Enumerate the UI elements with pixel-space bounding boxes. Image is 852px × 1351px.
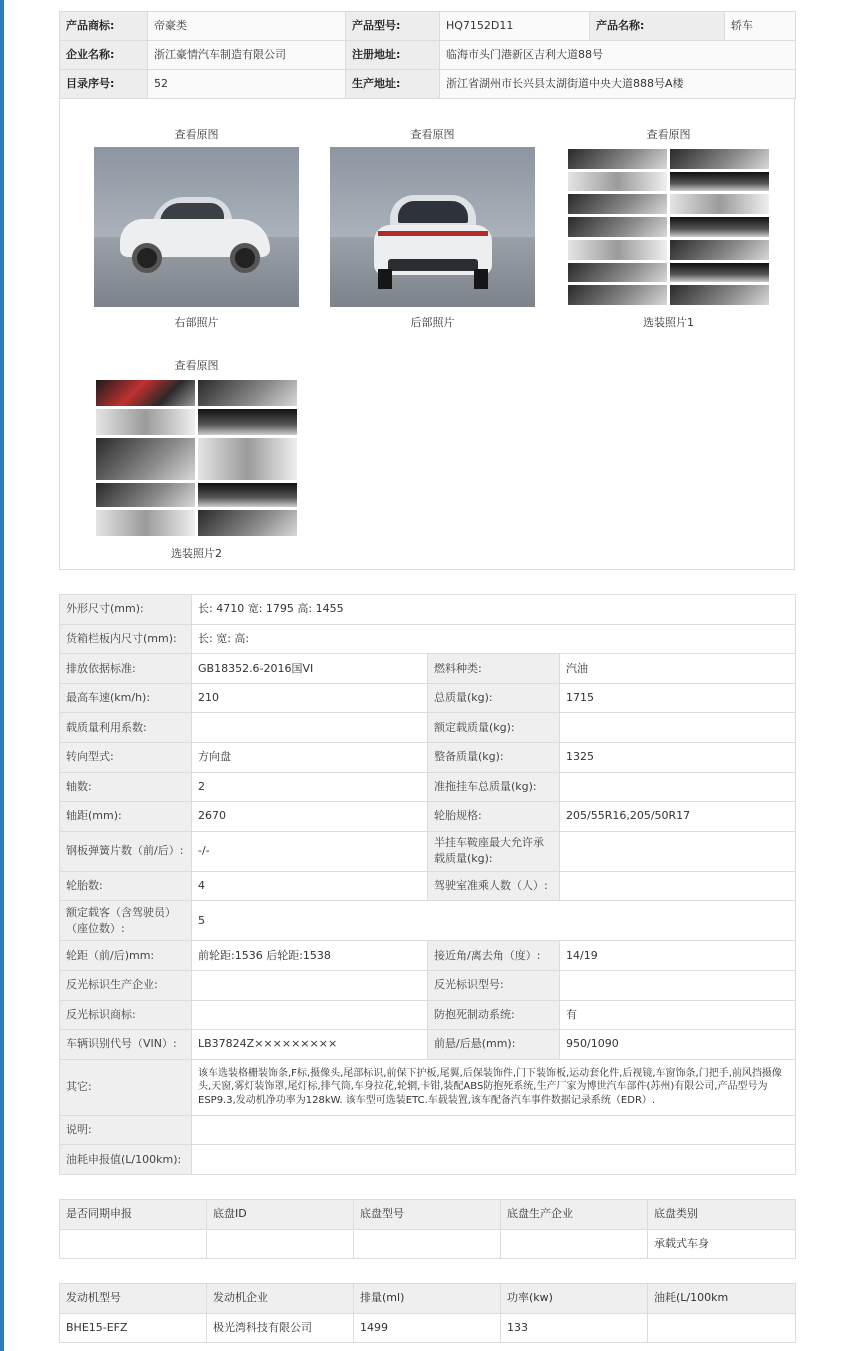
reflector-maker-value: [192, 970, 428, 1000]
load-util-value: [192, 713, 428, 743]
curb-mass-label: 整备质量(kg):: [428, 742, 560, 772]
fuel-label: 燃料种类:: [428, 654, 560, 684]
note-value: [192, 1115, 796, 1145]
reflector-brand-value: [192, 1000, 428, 1030]
spec-table: [59, 594, 796, 1175]
axles-value: 2: [192, 772, 428, 802]
table-row: [60, 772, 796, 802]
dims-label: 外形尺寸(mm):: [60, 595, 192, 625]
cargo-label: 货箱栏板内尺寸(mm):: [60, 624, 192, 654]
view-original-link[interactable]: 查看原图: [410, 128, 455, 141]
table-row: [60, 595, 796, 625]
table-row: [60, 1030, 796, 1060]
cab-capacity-value: [560, 871, 796, 901]
emission-label: 排放依据标准:: [60, 654, 192, 684]
reg-address-value: 临海市头门港新区吉利大道88号: [440, 41, 796, 70]
view-original-link[interactable]: 查看原图: [174, 128, 219, 141]
brand-label: 产品商标:: [60, 12, 148, 41]
photo-optional-2: [94, 358, 299, 562]
speed-label: 最高车速(km/h):: [60, 683, 192, 713]
other-value: 该车选装格栅装饰条,F标,摄像头,尾部标识,前保下护板,尾翼,后保装饰件,门下装饰板,运动套化件,后视镜,车窗饰条,门把手,前风挡摄像头,天窗,雾灯装饰罩,尾灯标,排气筒,车身拉花,轮辋,卡钳,装配ABS防抱死系统,生产厂家为博世汽车部件(苏州)有限公司,产品型号为ESP9.3,发动机净功率为128kW. 该车型可选装ETC.车载装置,该车配备汽车事件数据记录系统（EDR）.: [192, 1059, 796, 1115]
model-value: HQ7152D11: [440, 12, 590, 41]
table-row: [60, 1059, 796, 1115]
chassis-cell: [501, 1229, 648, 1259]
table-row: [60, 12, 796, 41]
chassis-cell: [207, 1229, 354, 1259]
rated-load-value: [560, 713, 796, 743]
table-header-row: [60, 1284, 796, 1314]
saddle-label: 半挂车鞍座最大允许承载质量(kg):: [428, 831, 560, 871]
rated-load-label: 额定载质量(kg):: [428, 713, 560, 743]
table-row: [60, 624, 796, 654]
consumption-label: 油耗申报值(L/100km):: [60, 1145, 192, 1175]
engine-header: 发动机型号: [60, 1284, 207, 1314]
rear-car-photo[interactable]: [330, 147, 535, 307]
steering-value: 方向盘: [192, 742, 428, 772]
fuel-value: 汽油: [560, 654, 796, 684]
optional-parts-collage-1[interactable]: [566, 147, 771, 307]
table-row: [60, 1145, 796, 1175]
vin-label: 车辆识别代号（VIN）:: [60, 1030, 192, 1060]
photo-caption: 右部照片: [174, 316, 219, 329]
table-row: [60, 1115, 796, 1145]
table-row: [60, 654, 796, 684]
table-row: [60, 1313, 796, 1343]
speed-value: 210: [192, 683, 428, 713]
load-util-label: 载质量利用系数:: [60, 713, 192, 743]
table-row: [60, 742, 796, 772]
table-row: [60, 941, 796, 971]
abs-label: 防抱死制动系统:: [428, 1000, 560, 1030]
table-row: [60, 1000, 796, 1030]
chassis-header: 底盘类别: [648, 1200, 796, 1230]
other-label: 其它:: [60, 1059, 192, 1115]
photo-caption: 选装照片2: [171, 547, 222, 560]
reflector-model-label: 反光标识型号:: [428, 970, 560, 1000]
table-row: [60, 41, 796, 70]
total-mass-label: 总质量(kg):: [428, 683, 560, 713]
cargo-value: 长: 宽: 高:: [192, 624, 796, 654]
photo-optional-1: [566, 127, 771, 331]
table-row: [60, 871, 796, 901]
consumption-value: [192, 1145, 796, 1175]
reflector-model-value: [560, 970, 796, 1000]
catalog-no-label: 目录序号:: [60, 70, 148, 99]
trailer-mass-value: [560, 772, 796, 802]
angle-label: 接近角/离去角（度）:: [428, 941, 560, 971]
saddle-value: [560, 831, 796, 871]
engine-header: 发动机企业: [207, 1284, 354, 1314]
steering-label: 转向型式:: [60, 742, 192, 772]
table-row: [60, 802, 796, 832]
seats-label: 额定载客（含驾驶员）（座位数）:: [60, 901, 192, 941]
chassis-table: [59, 1199, 796, 1259]
chassis-cell: [354, 1229, 501, 1259]
table-header-row: [60, 1200, 796, 1230]
prod-address-value: 浙江省湖州市长兴县太湖街道中央大道888号A楼: [440, 70, 796, 99]
tire-spec-label: 轮胎规格:: [428, 802, 560, 832]
photo-caption: 选装照片1: [643, 316, 694, 329]
emission-value: GB18352.6-2016国VI: [192, 654, 428, 684]
optional-parts-collage-2[interactable]: [94, 378, 299, 538]
engine-header: 排量(ml): [354, 1284, 501, 1314]
photo-right: [94, 127, 299, 331]
model-label: 产品型号:: [346, 12, 440, 41]
chassis-header: 是否同期申报: [60, 1200, 207, 1230]
chassis-header: 底盘型号: [354, 1200, 501, 1230]
product-name-value: 轿车: [725, 12, 796, 41]
chassis-cell: 承载式车身: [648, 1229, 796, 1259]
dims-value: 长: 4710 宽: 1795 高: 1455: [192, 595, 796, 625]
track-label: 轮距（前/后)mm:: [60, 941, 192, 971]
table-row: [60, 1229, 796, 1259]
tire-spec-value: 205/55R16,205/50R17: [560, 802, 796, 832]
reflector-maker-label: 反光标识生产企业:: [60, 970, 192, 1000]
prod-address-label: 生产地址:: [346, 70, 440, 99]
engine-table: [59, 1283, 796, 1343]
table-row: [60, 901, 796, 941]
engine-header: 功率(kw): [501, 1284, 648, 1314]
spring-value: -/-: [192, 831, 428, 871]
abs-value: 有: [560, 1000, 796, 1030]
left-accent-bar: [0, 0, 4, 1351]
photo-gallery: [59, 99, 795, 570]
table-row: [60, 713, 796, 743]
reflector-brand-label: 反光标识商标:: [60, 1000, 192, 1030]
product-name-label: 产品名称:: [590, 12, 725, 41]
photo-caption: 后部照片: [410, 316, 455, 329]
table-row: [60, 683, 796, 713]
seats-value: 5: [192, 901, 796, 941]
track-value: 前轮距:1536 后轮距:1538: [192, 941, 428, 971]
overhang-value: 950/1090: [560, 1030, 796, 1060]
reg-address-label: 注册地址:: [346, 41, 440, 70]
tire-count-value: 4: [192, 871, 428, 901]
vin-value: LB37824Z×××××××××: [192, 1030, 428, 1060]
overhang-label: 前悬/后悬(mm):: [428, 1030, 560, 1060]
engine-cell: [648, 1313, 796, 1343]
wheelbase-value: 2670: [192, 802, 428, 832]
table-row: [60, 70, 796, 99]
view-original-link[interactable]: 查看原图: [646, 128, 691, 141]
chassis-header: 底盘生产企业: [501, 1200, 648, 1230]
product-info-table: [59, 11, 796, 99]
chassis-cell: [60, 1229, 207, 1259]
cab-capacity-label: 驾驶室准乘人数（人）:: [428, 871, 560, 901]
angle-value: 14/19: [560, 941, 796, 971]
table-row: [60, 831, 796, 871]
table-row: [60, 970, 796, 1000]
note-label: 说明:: [60, 1115, 192, 1145]
engine-cell: 1499: [354, 1313, 501, 1343]
chassis-header: 底盘ID: [207, 1200, 354, 1230]
right-side-car-photo[interactable]: [94, 147, 299, 307]
wheelbase-label: 轴距(mm):: [60, 802, 192, 832]
engine-cell: 极光湾科技有限公司: [207, 1313, 354, 1343]
engine-header: 油耗(L/100km: [648, 1284, 796, 1314]
curb-mass-value: 1325: [560, 742, 796, 772]
engine-cell: 133: [501, 1313, 648, 1343]
company-label: 企业名称:: [60, 41, 148, 70]
view-original-link[interactable]: 查看原图: [174, 359, 219, 372]
company-value: 浙江豪情汽车制造有限公司: [148, 41, 346, 70]
catalog-no-value: 52: [148, 70, 346, 99]
engine-cell: BHE15-EFZ: [60, 1313, 207, 1343]
total-mass-value: 1715: [560, 683, 796, 713]
trailer-mass-label: 准拖挂车总质量(kg):: [428, 772, 560, 802]
brand-value: 帝豪类: [148, 12, 346, 41]
spring-label: 钢板弹簧片数（前/后）:: [60, 831, 192, 871]
photo-rear: [330, 127, 535, 331]
axles-label: 轴数:: [60, 772, 192, 802]
tire-count-label: 轮胎数:: [60, 871, 192, 901]
